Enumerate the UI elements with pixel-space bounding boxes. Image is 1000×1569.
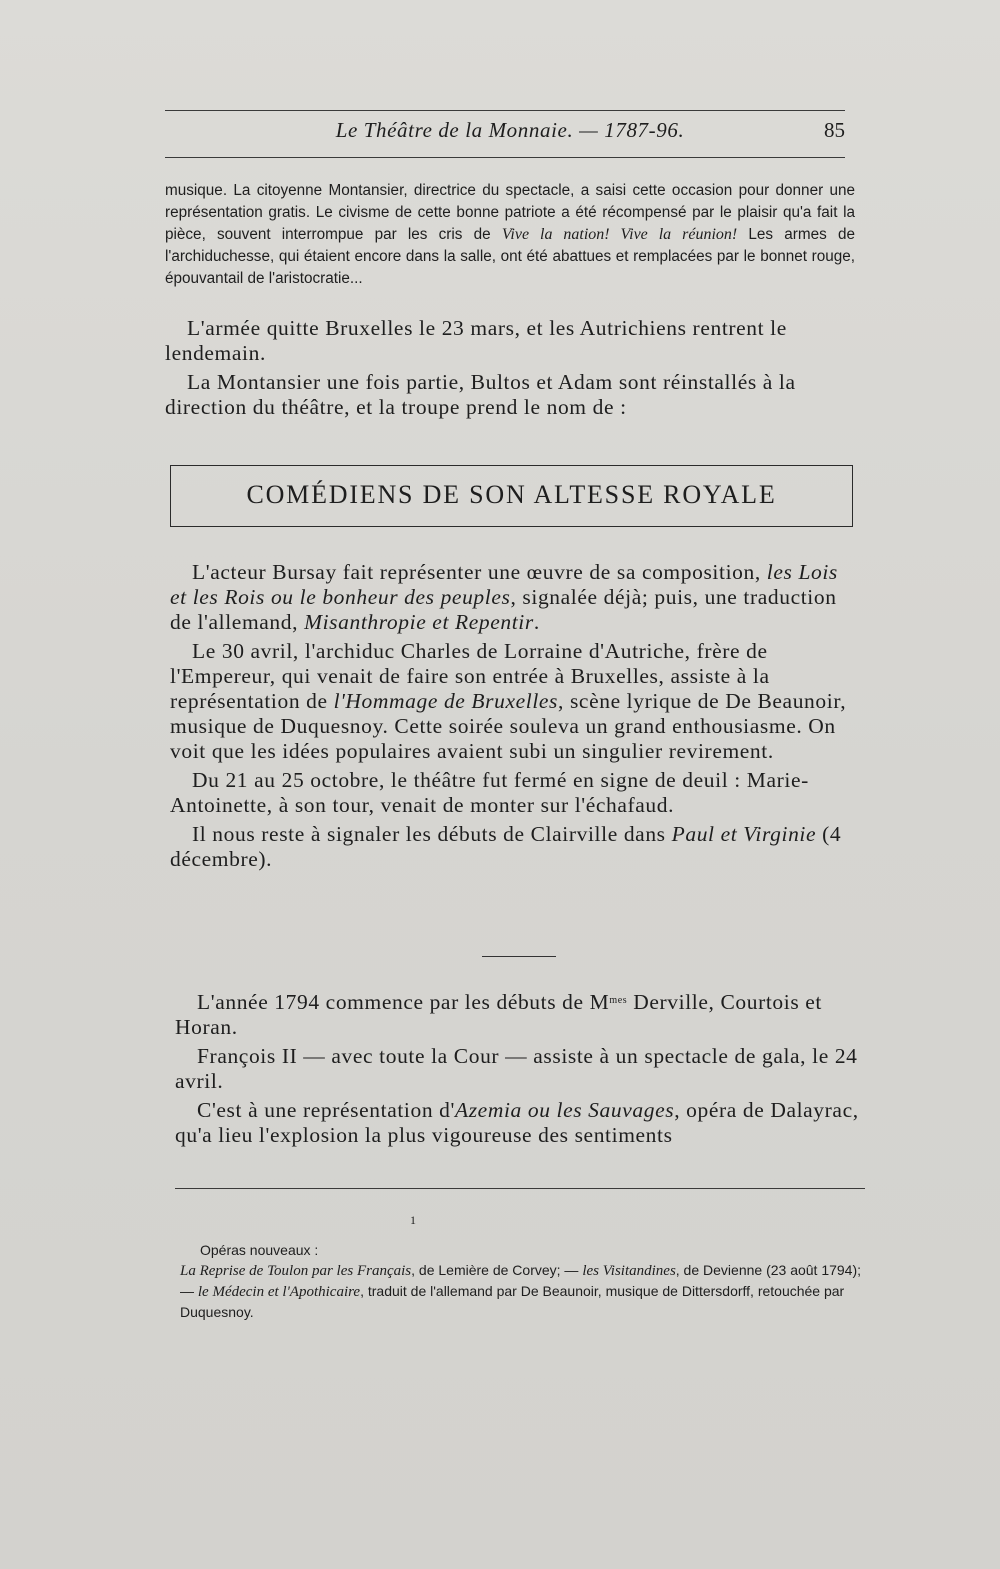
paragraph: L'armée quitte Bruxelles le 23 mars, et les Autrichiens rentrent le lendemain.: [165, 316, 787, 365]
paragraph: L'acteur Bursay fait représenter une œuvre de sa composition, les Lois et les Rois ou le bonheur des peuples, signalée déjà; puis, une traduction de l'allemand, Misanthropie et Repentir.: [170, 560, 838, 634]
header-bottom-rule: [165, 157, 845, 158]
paragraph: Le 30 avril, l'archiduc Charles de Lorraine d'Autriche, frère de l'Empereur, qui venait de faire son entrée à Bruxelles, assiste à la représentation de l'Hommage de Bruxelles, scène lyrique de De Beaunoir, musique de Duquesnoy. Cette soirée souleva un grand enthousiasme. On voit que les idées populaires avaient subi un singulier revirement.: [170, 639, 847, 763]
section-title-box: [170, 465, 853, 527]
footnote: [180, 1240, 870, 1322]
intro-paragraph: [165, 180, 855, 290]
section-separator: [482, 956, 556, 957]
footnote-text: La Reprise de Toulon par les Français, de Lemière de Corvey; — les Visitandines, de Devienne (23 août 1794); — le Médecin et l'Apothicaire, traduit de l'allemand par De Beaunoir, musique de Dittersdorff, retouchée par Duquesnoy.: [180, 1262, 862, 1320]
header-top-rule: [165, 110, 845, 111]
page-number: 85: [824, 118, 845, 142]
section-3: [175, 990, 865, 1148]
footnote-marker: 1: [410, 1213, 416, 1227]
running-head-title: Le Théâtre de la Monnaie. — 1787-96.: [335, 118, 685, 142]
paragraph: C'est à une représentation d'Azemia ou les Sauvages, opéra de Dalayrac, qu'a lieu l'explosion la plus vigoureuse des sentiments: [175, 1098, 859, 1147]
section-1: [165, 316, 855, 420]
paragraph: Il nous reste à signaler les débuts de Clairville dans Paul et Virginie (4 décembre).: [170, 822, 842, 871]
section-2: [170, 560, 860, 872]
paragraph: Du 21 au 25 octobre, le théâtre fut fermé en signe de deuil : Marie-Antoinette, à son tour, venait de monter sur l'échafaud.: [170, 768, 809, 817]
paragraph: François II — avec toute la Cour — assiste à un spectacle de gala, le 24 avril.: [175, 1044, 858, 1093]
footnote-heading: Opéras nouveaux :: [200, 1242, 319, 1258]
intro-text: musique. La citoyenne Montansier, directrice du spectacle, a saisi cette occasion pour donner une représentation gratis. Le civisme de cette bonne patriote a été récompensé par le plaisir qu'a fait la pièce, souvent interrompue par les cris de: [165, 182, 855, 243]
paragraph: La Montansier une fois partie, Bultos et Adam sont réinstallés à la direction du théâtre, et la troupe prend le nom de :: [165, 370, 796, 419]
footnote-rule: [175, 1188, 865, 1189]
running-head: [165, 118, 855, 150]
intro-text: Les armes de l'archiduchesse, qui étaient encore dans la salle, ont été abattues et remplacées par le bonnet rouge, épouvantail de l'aristocratie...: [165, 226, 855, 287]
intro-italic: Vive la nation! Vive la réunion!: [501, 226, 738, 243]
section-title: COMÉDIENS DE SON ALTESSE ROYALE: [246, 480, 777, 509]
paragraph: L'année 1794 commence par les débuts de $M^{mes}$ Derville, Courtois et Horan.: [175, 990, 823, 1039]
